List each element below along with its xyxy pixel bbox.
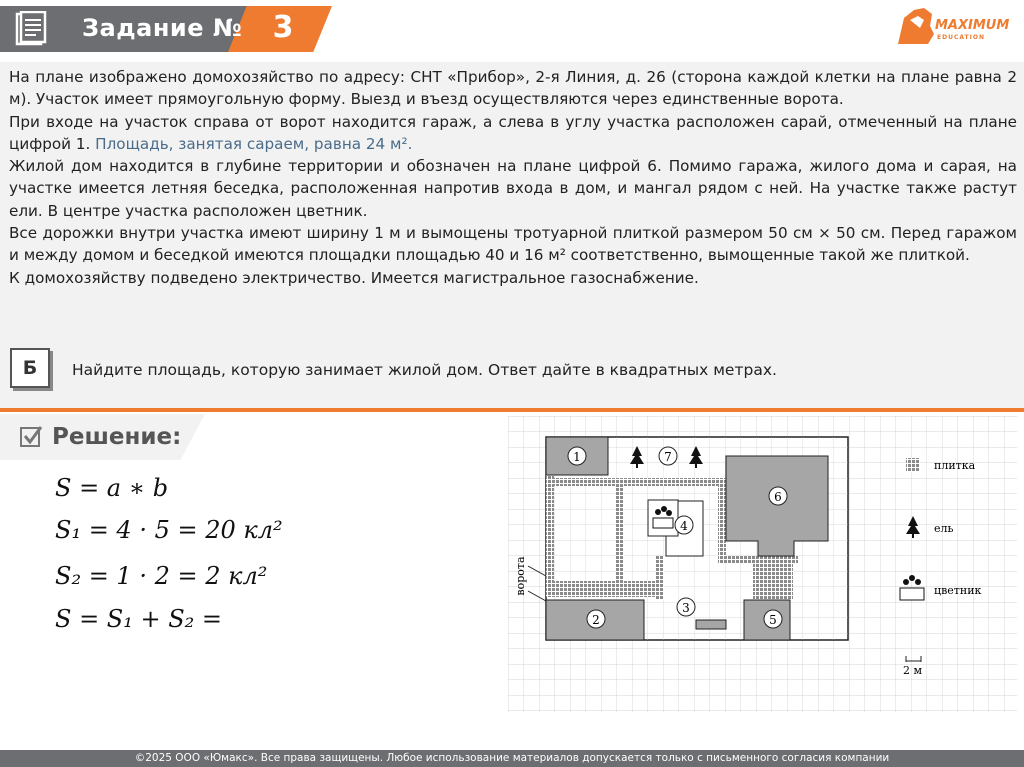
solution-title: Решение: [52, 424, 182, 450]
legend-scale: 2 м [903, 664, 923, 677]
site-plan [508, 416, 1017, 712]
divider [0, 408, 1024, 412]
highlighted-area-text: Площадь, занятая сараем, равна 24 м². [95, 134, 413, 153]
paragraph-3: Жилой дом находится в глубине территории и обозначен на плане цифрой 6. Помимо гаража, жилого дома и сарая, на участке имеется летняя беседка, расположенная напротив входа в дом, и мангал рядом с ней. На участке также растут ели. В центре участка расположен цветник. [9, 157, 1017, 220]
building-6 [726, 456, 828, 556]
checkbox-check-icon [19, 424, 43, 448]
svg-text:4: 4 [680, 519, 688, 533]
legend-flower: цветник [934, 584, 982, 597]
svg-text:6: 6 [774, 490, 782, 504]
task-label-box: Б [10, 348, 50, 388]
header [0, 0, 1024, 62]
logo-subtext: EDUCATION [937, 34, 985, 41]
task-question: Найдите площадь, которую занимает жилой дом. Ответ дайте в квадратных метрах. [72, 361, 777, 379]
problem-text [9, 66, 1017, 289]
paragraph-1: На плане изображено домохозяйство по адресу: СНТ «Прибор», 2-я Линия, д. 26 (сторона каждой клетки на плане равна 2 м). Участок имеет прямоугольную форму. Выезд и въезд осуществляются через единственные ворота. [9, 68, 1017, 109]
svg-text:7: 7 [664, 450, 672, 464]
paragraph-4: Все дорожки внутри участка имеют ширину 1 м и вымощены тротуарной плиткой размером 50 см × 50 см. Перед гаражом и между домом и беседкой имеются площадки площадью 40 и 16 м² соответственно, вымощенные такой же плиткой. [9, 224, 1017, 265]
formula-2: S₁ = 4 · 5 = 20 кл² [55, 516, 283, 544]
gate-label: ворота [514, 556, 527, 596]
legend-tree: ель [934, 522, 954, 535]
document-icon [14, 11, 48, 47]
paragraph-5: К домохозяйству подведено электричество. Имеется магистральное газоснабжение. [9, 268, 699, 287]
formula-1: S = a ∗ b [55, 474, 169, 502]
svg-text:2: 2 [592, 613, 600, 627]
footer-text: ©2025 ООО «Юмакс». Все права защищены. Любое использование материалов допускается только с письменного согласия компании [134, 752, 890, 764]
formula-3: S₂ = 1 · 2 = 2 кл² [55, 562, 268, 590]
svg-text:1: 1 [573, 450, 581, 464]
paragraph-2: При входе на участок справа от ворот находится гараж, а слева в углу участка расположен сарай, отмеченный на плане цифрой 1. Площадь, занятая сараем, равна 24 м². [9, 112, 1017, 153]
svg-text:5: 5 [769, 613, 777, 627]
task-number: 3 [272, 10, 294, 45]
formula-4: S = S₁ + S₂ = [55, 605, 223, 633]
svg-text:3: 3 [682, 601, 690, 615]
header-title: Задание № [82, 14, 243, 42]
legend-tile: плитка [934, 459, 976, 472]
logo-text: MAXIMUM [935, 18, 1010, 33]
